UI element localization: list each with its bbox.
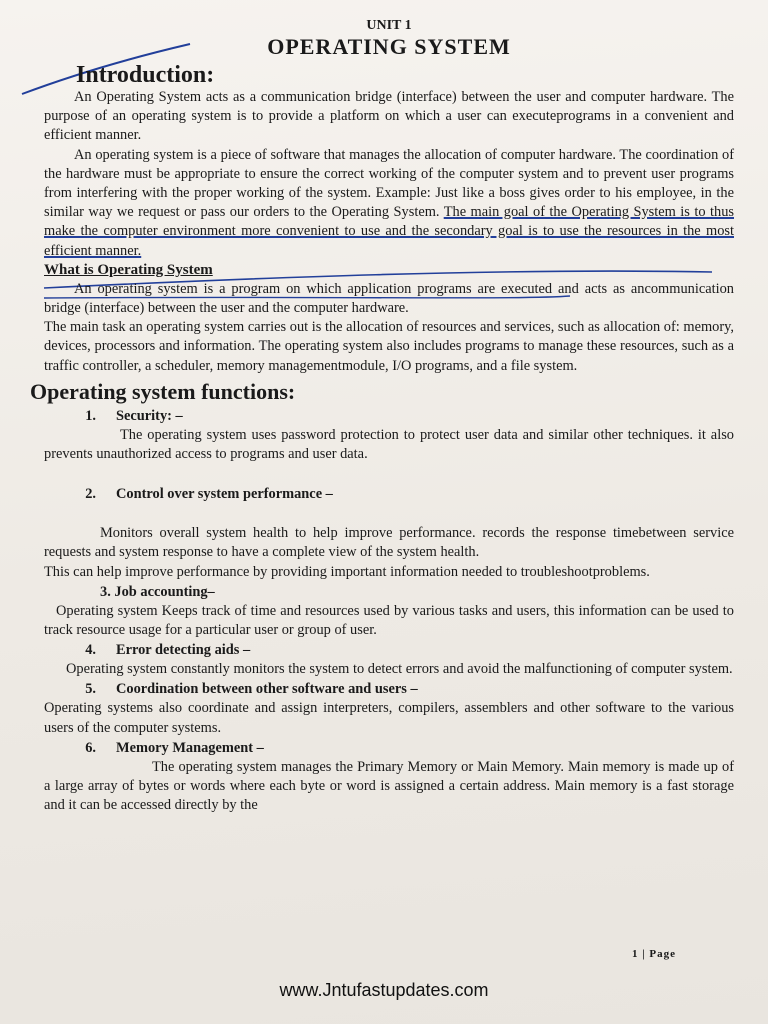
function-body-2b: This can help improve performance by providing important information needed to troubleshootproblems. [44,563,650,580]
page-number: 1 | Page [632,948,677,960]
function-heading-2: 2. Control over system performance – [85,486,333,503]
intro-paragraph-2-text: An operating system is a piece of software that manages the allocation of computer hardware. The coordination of the hardware must be appropriate to ensure the correct working of the computer system and to prevent user programs from interfering with the proper working of the system. Example: Just like a boss gives order to his employee, in the similar way we request or pass our orders to the Operating System. [44,146,734,221]
page-title: OPERATING SYSTEM [267,34,511,59]
what-paragraph-2: The main task an operating system carries out is the allocation of resources and services, such as allocation of: memory, devices, processors and information. The operating system also includes programs to manage these resources, such as a traffic controller, a scheduler, memory managementmodule, I/O programs, and a file system. [44,319,734,374]
function-body-2: Monitors overall system health to help improve performance. records the response timebetween service requests and system response to have a complete view of the system health. [44,525,734,561]
intro-paragraph-2 [44,146,734,261]
function-heading-4: 4. Error detecting aids – [85,642,251,659]
function-heading-5: 5. Coordination between other software and users – [85,681,418,698]
function-heading-6: 6. Memory Management – [85,739,264,756]
document-body [30,14,734,815]
function-heading-3: 3. Job accounting– [100,583,215,600]
footer-website: www.Jntufastupdates.com [279,980,489,1000]
what-heading: What is Operating System [44,261,213,278]
function-heading-1: 1. Security: – [85,407,183,424]
what-paragraph-1: An operating system is a program on which application programs are executed and acts as ancommunication bridge (interface) between the user and the computer hardware. [44,280,734,317]
function-body-5: Operating systems also coordinate and assign interpreters, compilers, assemblers and other software to the various users of the computer systems. [44,700,734,736]
intro-paragraph-1: An Operating System acts as a communication bridge (interface) between the user and computer hardware. The purpose of an operating system is to provide a platform on which a user can executeprograms in a convenient and efficient manner. [44,89,734,144]
function-body-1: The operating system uses password protection to protect user data and similar other techniques. it also prevents unauthorized access to programs and user data. [44,426,734,463]
function-body-3: Operating system Keeps track of time and resources used by various tasks and users, this information can be used to track resource usage for a particular user or group of user. [44,602,734,639]
intro-highlighted-goal: The main goal of the Operating System is to thus make the computer environment more convenient to use and the secondary goal is to use the resources in the most efficient manner. [44,204,734,259]
function-body-6: The operating system manages the Primary Memory or Main Memory. Main memory is made up of a large array of bytes or words where each byte or word is assigned a certain address. Main memory is a fast storage and it can be accessed directly by the [44,758,734,814]
function-body-4: Operating system constantly monitors the system to detect errors and avoid the malfunctioning of computer system. [66,661,733,678]
unit-label: UNIT 1 [366,18,412,33]
intro-heading: Introduction: [76,62,215,88]
functions-heading: Operating system functions: [30,378,296,404]
